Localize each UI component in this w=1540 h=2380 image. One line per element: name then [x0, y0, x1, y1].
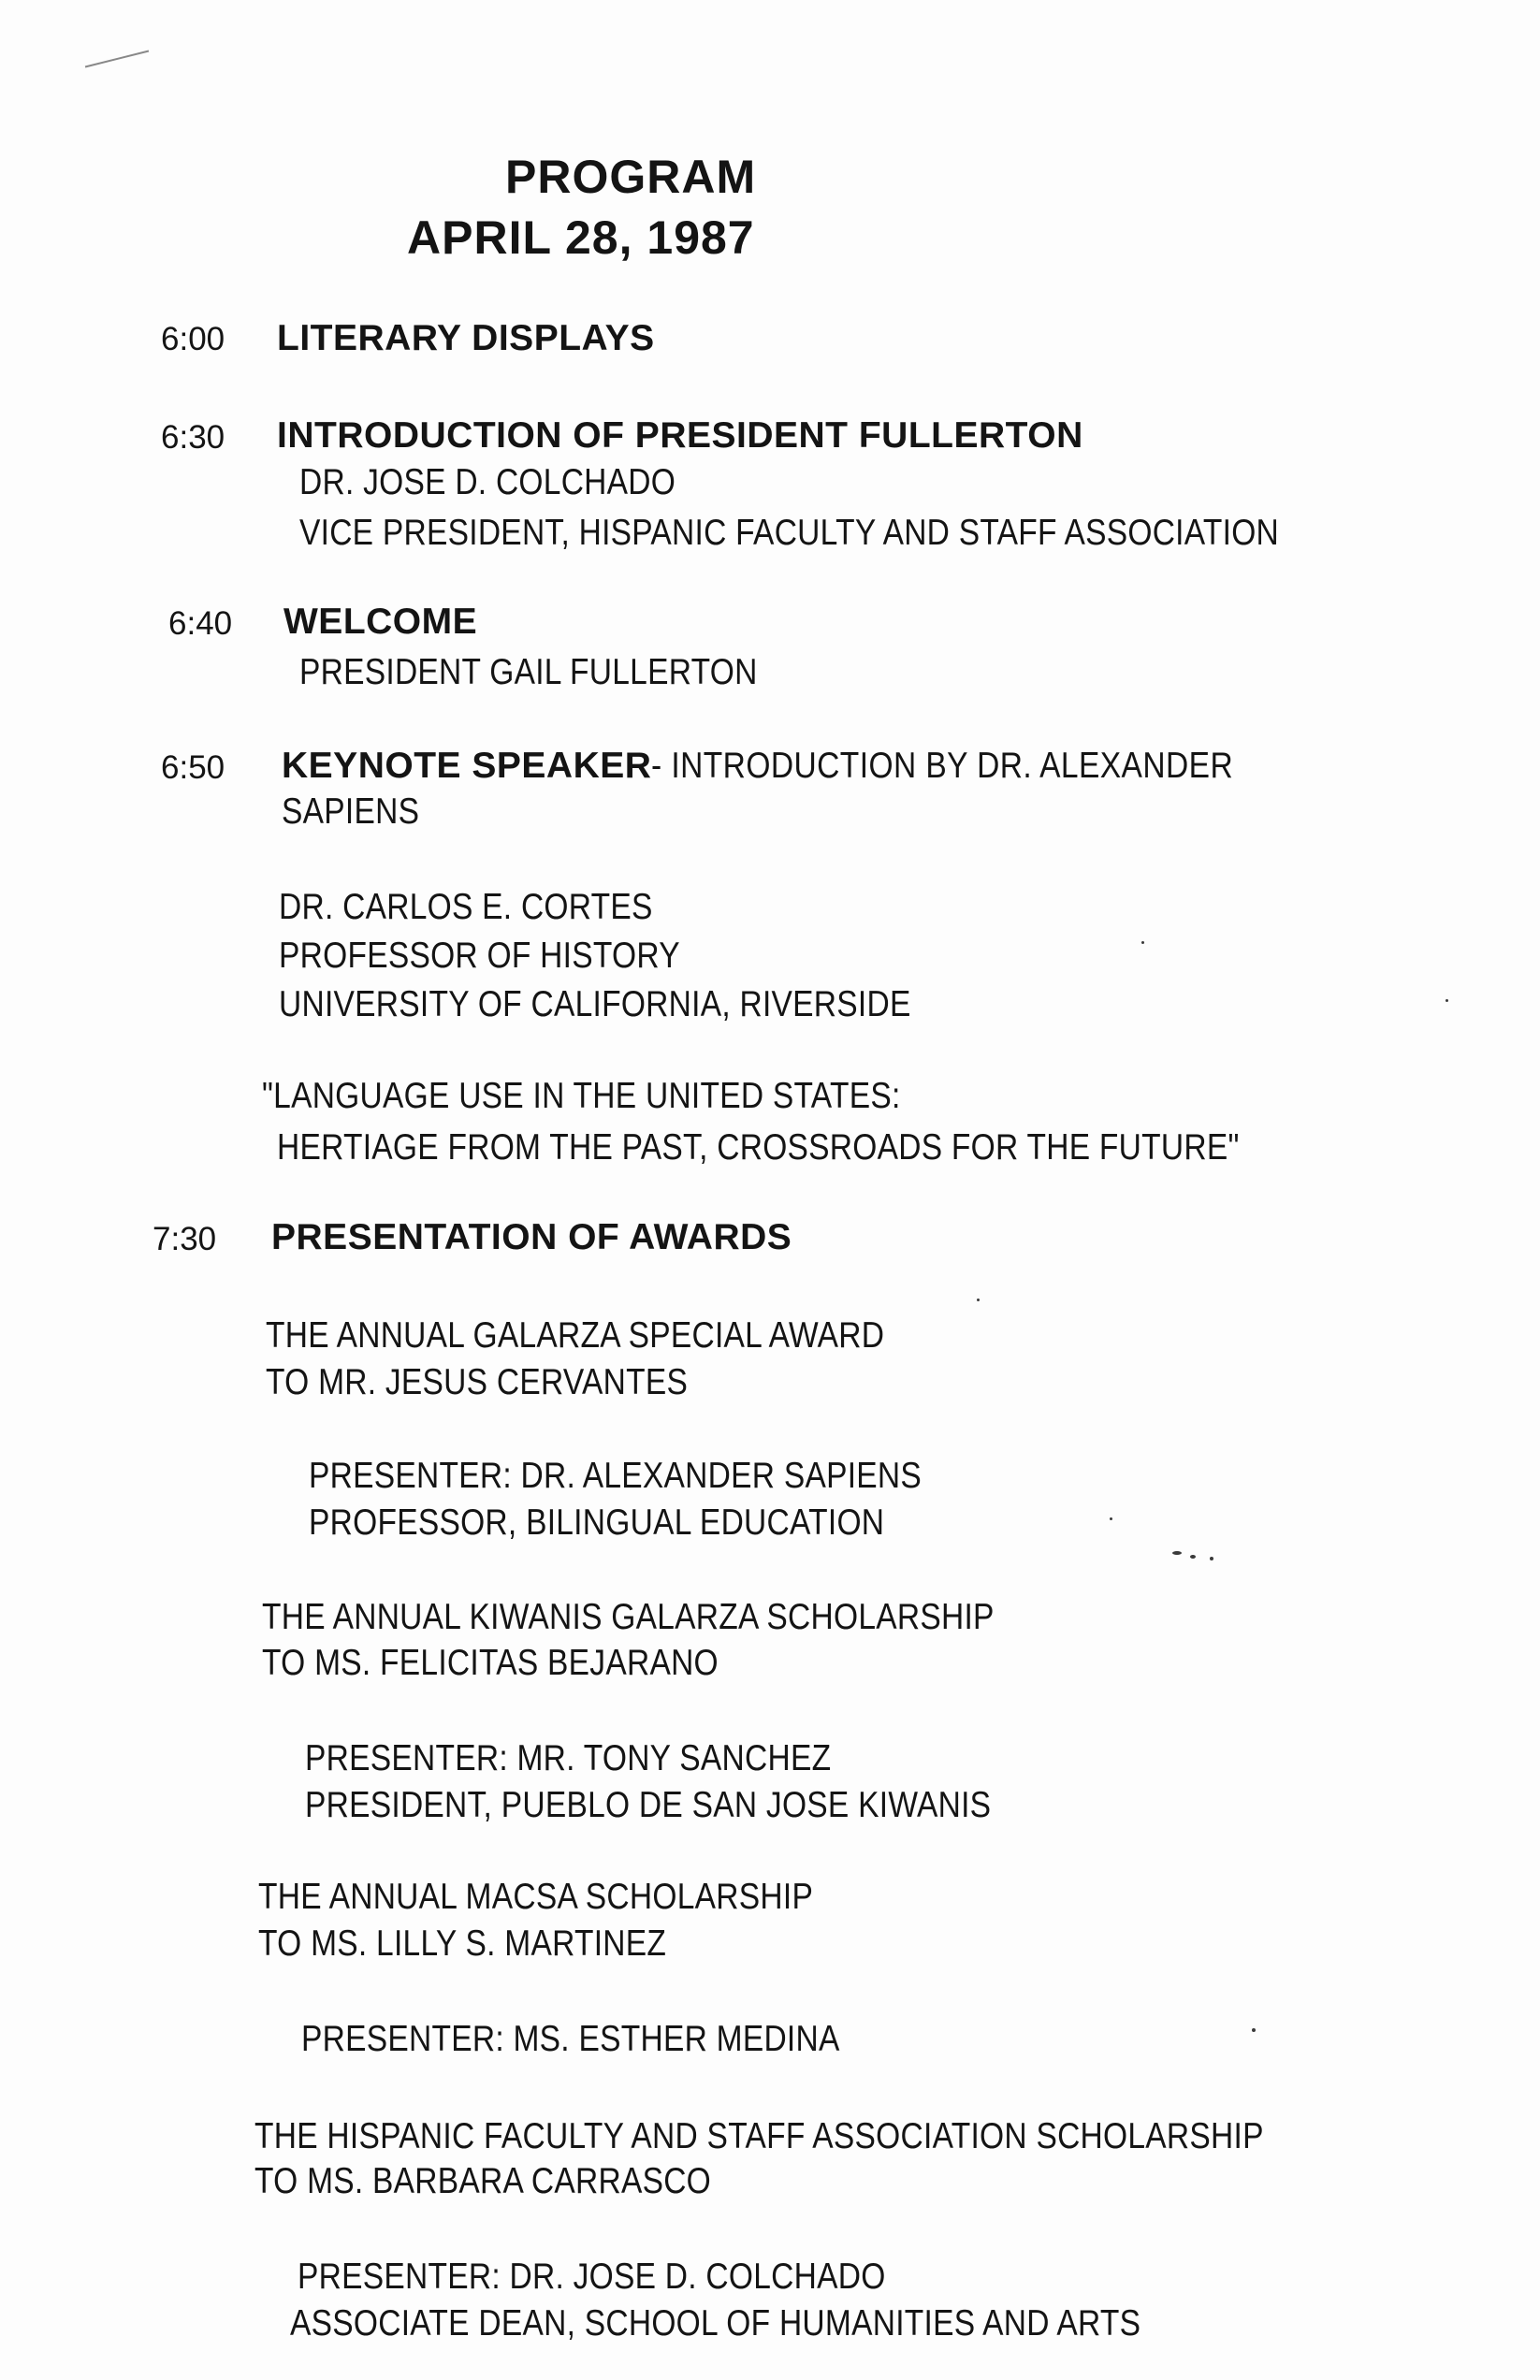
keynote-speaker-title: PROFESSOR OF HISTORY	[279, 936, 680, 976]
time-7-30: 7:30	[153, 1221, 217, 1257]
keynote-talk-line-1: "LANGUAGE USE IN THE UNITED STATES:	[262, 1076, 901, 1116]
scan-speck	[1110, 1517, 1112, 1520]
award-2-title: THE ANNUAL KIWANIS GALARZA SCHOLARSHIP	[262, 1597, 995, 1637]
time-6-50: 6:50	[161, 749, 225, 786]
scan-speck	[1141, 941, 1144, 944]
intro-speaker-title: VICE PRESIDENT, HISPANIC FACULTY AND STAFF ASSOCIATION	[299, 513, 1280, 553]
scan-speck	[1252, 2028, 1256, 2032]
award-1-title: THE ANNUAL GALARZA SPECIAL AWARD	[266, 1315, 885, 1356]
heading-welcome: WELCOME	[283, 602, 478, 642]
scan-speck	[1210, 1557, 1213, 1560]
scan-speck	[1172, 1551, 1182, 1555]
scan-speck	[1190, 1555, 1196, 1559]
award-4-title: THE HISPANIC FACULTY AND STAFF ASSOCIATION SCHOLARSHIP	[254, 2116, 1264, 2156]
time-6-40: 6:40	[168, 605, 233, 642]
scan-speck	[1446, 999, 1448, 1002]
award-1-presenter-title: PROFESSOR, BILINGUAL EDUCATION	[309, 1502, 885, 1543]
award-3-recipient: TO MS. LILLY S. MARTINEZ	[258, 1923, 667, 1964]
program-date: APRIL 28, 1987	[407, 211, 755, 264]
keynote-talk-line-2: HERTIAGE FROM THE PAST, CROSSROADS FOR THE FUTURE"	[277, 1127, 1240, 1168]
award-3-presenter: PRESENTER: MS. ESTHER MEDINA	[301, 2019, 840, 2059]
award-3-title: THE ANNUAL MACSA SCHOLARSHIP	[258, 1877, 814, 1917]
award-2-recipient: TO MS. FELICITAS BEJARANO	[262, 1643, 719, 1683]
award-2-presenter-title: PRESIDENT, PUEBLO DE SAN JOSE KIWANIS	[305, 1785, 992, 1825]
scan-mark	[85, 51, 149, 68]
heading-keynote-intro: - INTRODUCTION BY DR. ALEXANDER	[651, 746, 1234, 786]
award-4-presenter-title: ASSOCIATE DEAN, SCHOOL OF HUMANITIES AND ARTS	[290, 2303, 1141, 2344]
heading-presentation-awards: PRESENTATION OF AWARDS	[271, 1217, 792, 1257]
page-title: PROGRAM	[505, 151, 757, 203]
heading-keynote-label: KEYNOTE SPEAKER	[282, 746, 652, 786]
heading-literary-displays: LITERARY DISPLAYS	[277, 318, 655, 358]
scan-speck	[977, 1299, 980, 1301]
heading-introduction: INTRODUCTION OF PRESIDENT FULLERTON	[277, 415, 1083, 456]
welcome-speaker: PRESIDENT GAIL FULLERTON	[299, 652, 758, 692]
award-1-presenter: PRESENTER: DR. ALEXANDER SAPIENS	[309, 1456, 923, 1496]
keynote-speaker-affiliation: UNIVERSITY OF CALIFORNIA, RIVERSIDE	[279, 984, 911, 1024]
heading-keynote	[282, 746, 1329, 787]
award-4-recipient: TO MS. BARBARA CARRASCO	[254, 2161, 712, 2201]
award-2-presenter: PRESENTER: MR. TONY SANCHEZ	[305, 1738, 832, 1778]
award-4-presenter: PRESENTER: DR. JOSE D. COLCHADO	[298, 2257, 886, 2297]
intro-speaker-name: DR. JOSE D. COLCHADO	[299, 462, 676, 502]
award-1-recipient: TO MR. JESUS CERVANTES	[266, 1362, 689, 1402]
keynote-speaker-name: DR. CARLOS E. CORTES	[279, 887, 653, 927]
time-6-00: 6:00	[161, 321, 225, 357]
time-6-30: 6:30	[161, 419, 225, 456]
heading-keynote-cont: SAPIENS	[282, 791, 420, 832]
